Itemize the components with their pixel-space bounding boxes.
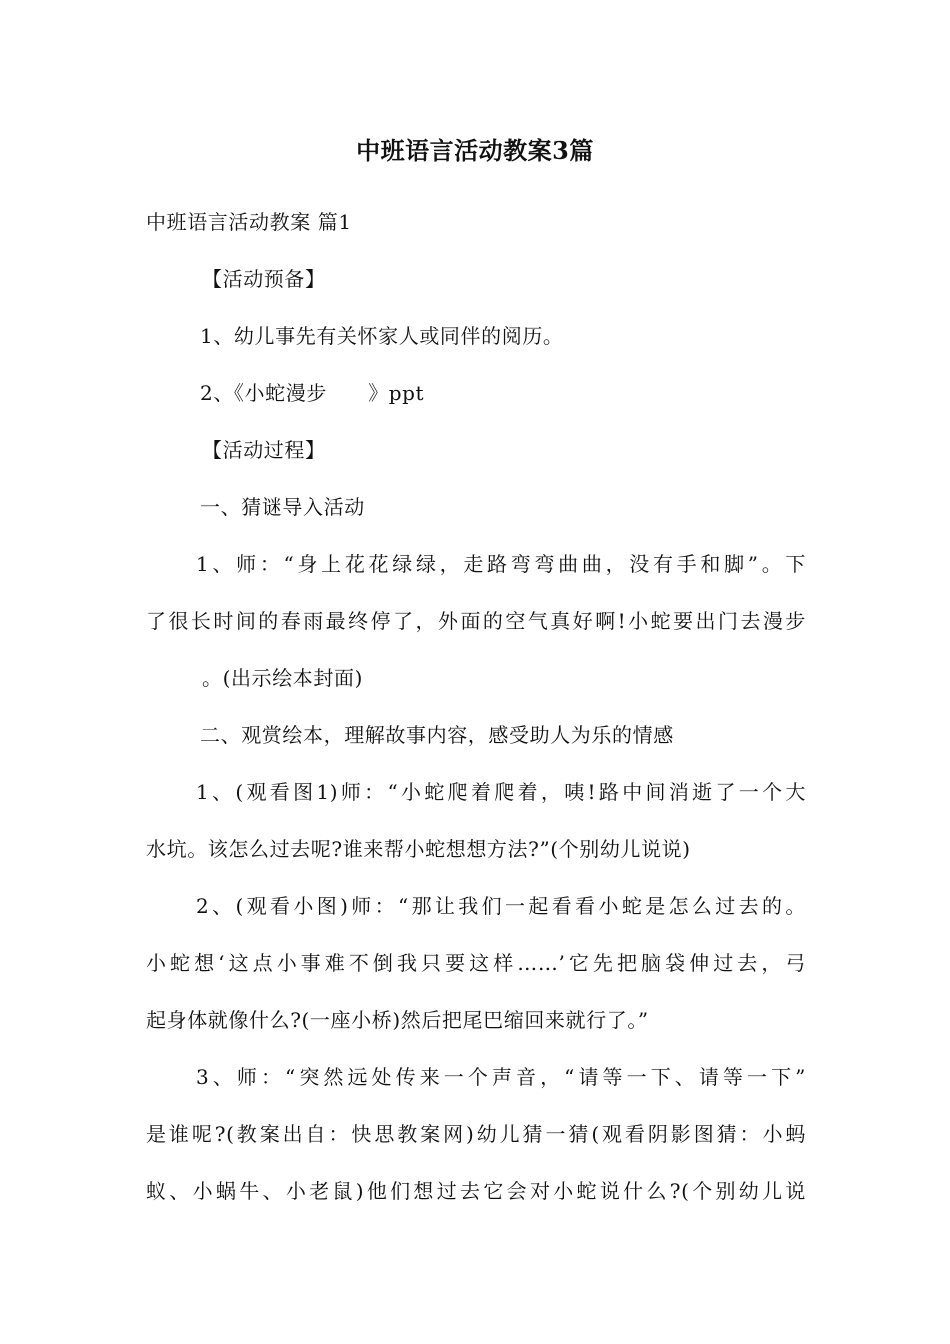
paragraph-line: 2、《小蛇漫步 》ppt	[200, 381, 425, 405]
paragraph-line: 是谁呢?(教案出自：快思教案网)幼儿猜一猜(观看阴影图猜：小蚂	[146, 1122, 806, 1146]
paragraph-line: 蚁、小蜗牛、小老鼠)他们想过去它会对小蛇说什么?(个别幼儿说	[146, 1179, 806, 1203]
paragraph-line: 二、观赏绘本，理解故事内容，感受助人为乐的情感	[200, 723, 674, 747]
paragraph-line: 1、(观看图1)师：“小蛇爬着爬着，咦!路中间消逝了一个大	[196, 780, 806, 804]
paragraph-line: 起身体就像什么?(一座小桥)然后把尾巴缩回来就行了。”	[146, 1008, 649, 1032]
document-title: 中班语言活动教案3篇	[356, 136, 594, 165]
subheading-preparation: 【活动预备】	[202, 267, 326, 291]
paragraph-line: 2、(观看小图)师：“那让我们一起看看小蛇是怎么过去的。	[196, 894, 806, 918]
paragraph-line: 1、幼儿事先有关怀家人或同伴的阅历。	[200, 324, 564, 348]
paragraph-line: 3、师：“突然远处传来一个声音，“请等一下、请等一下”	[196, 1065, 806, 1089]
paragraph-line: 了很长时间的春雨最终停了，外面的空气真好啊!小蛇要出门去漫步	[146, 609, 806, 633]
paragraph-line: 小蛇想‘这点小事难不倒我只要这样……’它先把脑袋伸过去，弓	[146, 951, 806, 975]
subheading-process: 【活动过程】	[202, 438, 326, 462]
paragraph-line: 一、猜谜导入活动	[200, 495, 365, 519]
section-heading: 中班语言活动教案 篇1	[146, 210, 352, 234]
paragraph-line: 1、师：“身上花花绿绿，走路弯弯曲曲，没有手和脚”。下	[196, 552, 806, 576]
paragraph-line: 。(出示绘本封面)	[202, 666, 364, 690]
paragraph-line: 水坑。该怎么过去呢?谁来帮小蛇想想方法?”(个别幼儿说说)	[146, 837, 691, 861]
